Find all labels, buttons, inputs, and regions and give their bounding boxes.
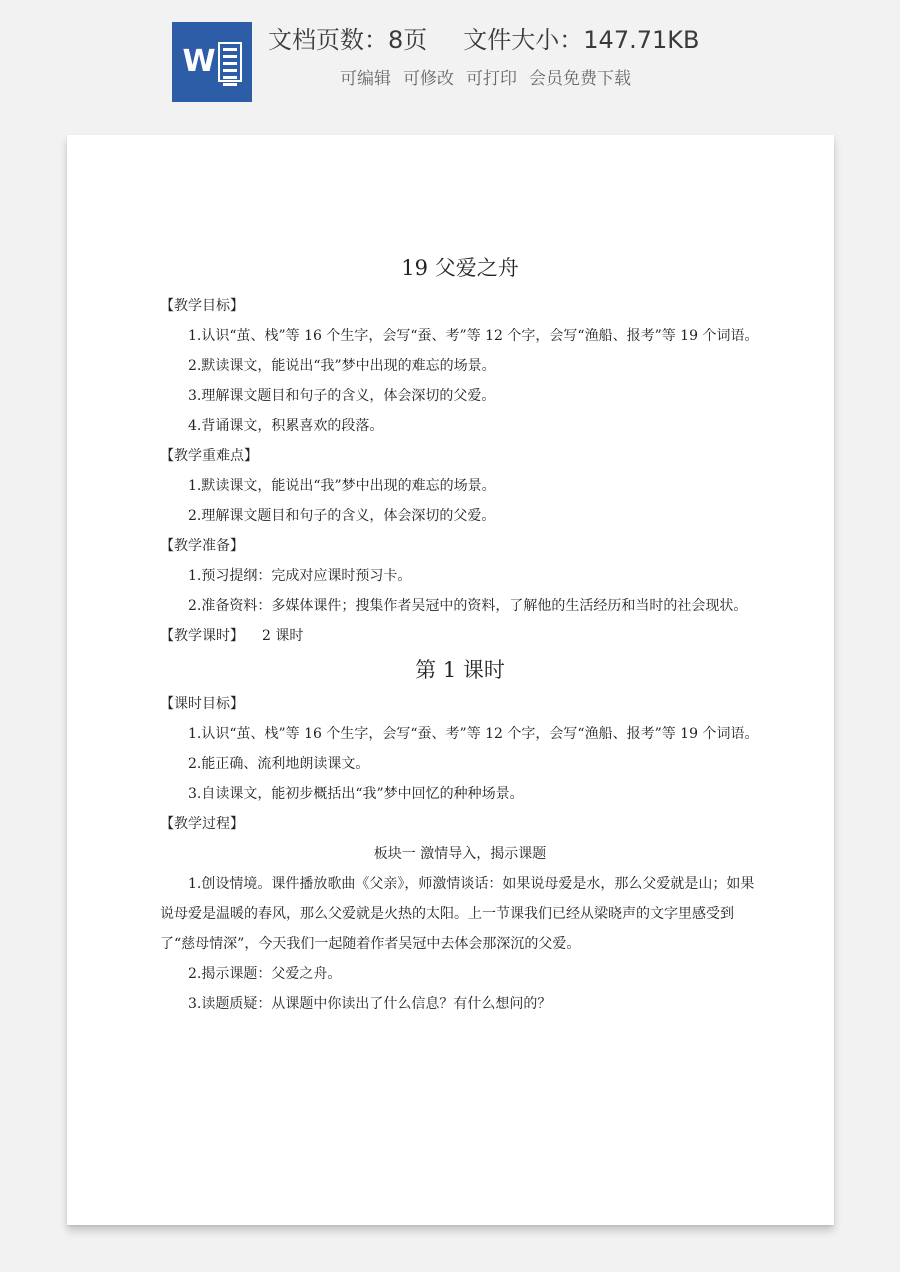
preparation-item: 2.准备资料：多媒体课件；搜集作者吴冠中的资料，了解他的生活经历和当时的社会现状。 [188, 598, 748, 614]
file-stats [268, 22, 699, 58]
page-count: 文档页数：8页 [268, 26, 428, 54]
section-heading-lesson-goals: 【课时目标】 [160, 696, 244, 712]
document-title: 19 父爱之舟 [401, 256, 519, 280]
section-heading-hours: 【教学课时】 [160, 628, 244, 644]
goal-item: 1.认识“茧、栈”等 16 个生字，会写“蚕、考”等 12 个字，会写“渔船、报考”等 19 个词语。 [188, 328, 759, 344]
goal-item: 3.理解课文题目和句子的含义，体会深切的父爱。 [188, 388, 496, 404]
lesson-title: 第 1 课时 [415, 658, 505, 682]
lesson-goal-item: 3.自读课文，能初步概括出“我”梦中回忆的种种场景。 [188, 786, 524, 802]
file-size: 文件大小：147.71KB [463, 26, 700, 54]
section-teaching-hours [160, 621, 760, 651]
feature-modifiable: 可修改 [403, 69, 454, 89]
word-letter: W [182, 44, 216, 79]
feature-list [340, 66, 643, 92]
lesson-goal-item: 1.认识“茧、栈”等 16 个生字，会写“蚕、考”等 12 个字，会写“渔船、报考”等 19 个词语。 [188, 726, 759, 742]
word-document-icon [172, 22, 252, 102]
feature-editable: 可编辑 [340, 69, 391, 89]
preparation-item: 1.预习提纲：完成对应课时预习卡。 [188, 568, 412, 584]
goal-item: 2.默读课文，能说出“我”梦中出现的难忘的场景。 [188, 358, 496, 374]
section-heading-goals: 【教学目标】 [160, 298, 244, 314]
document-page [67, 135, 834, 1225]
section-heading-preparation: 【教学准备】 [160, 538, 244, 554]
section-heading-key-points: 【教学重难点】 [160, 448, 258, 464]
goal-item: 4.背诵课文，积累喜欢的段落。 [188, 418, 384, 434]
section-heading-process: 【教学过程】 [160, 816, 244, 832]
key-point-item: 2.理解课文题目和句子的含义，体会深切的父爱。 [188, 508, 496, 524]
process-item: 2.揭示课题：父爱之舟。 [188, 966, 342, 982]
block-title: 板块一 激情导入，揭示课题 [373, 846, 547, 862]
process-item: 3.读题质疑：从课题中你读出了什么信息？有什么想问的？ [188, 996, 552, 1012]
document-lines-graphic [218, 42, 242, 82]
lesson-goal-item: 2.能正确、流利地朗读课文。 [188, 756, 370, 772]
document-content [160, 251, 760, 1019]
key-point-item: 1.默读课文，能说出“我”梦中出现的难忘的场景。 [188, 478, 496, 494]
feature-member-download: 会员免费下载 [529, 69, 631, 89]
process-item: 1.创设情境。课件播放歌曲《父亲》，师激情谈话：如果说母爱是水，那么父爱就是山；如果说母爱是温暖的春风，那么父爱就是火热的太阳。上一节课我们已经从梁晓声的文字里感受到了“慈母情深”，今天我们一起随着作者吴冠中去体会那深沉的父爱。 [160, 876, 755, 952]
document-info-header [0, 0, 900, 120]
feature-printable: 可打印 [466, 69, 517, 89]
teaching-hours-value: 2 课时 [262, 628, 304, 644]
